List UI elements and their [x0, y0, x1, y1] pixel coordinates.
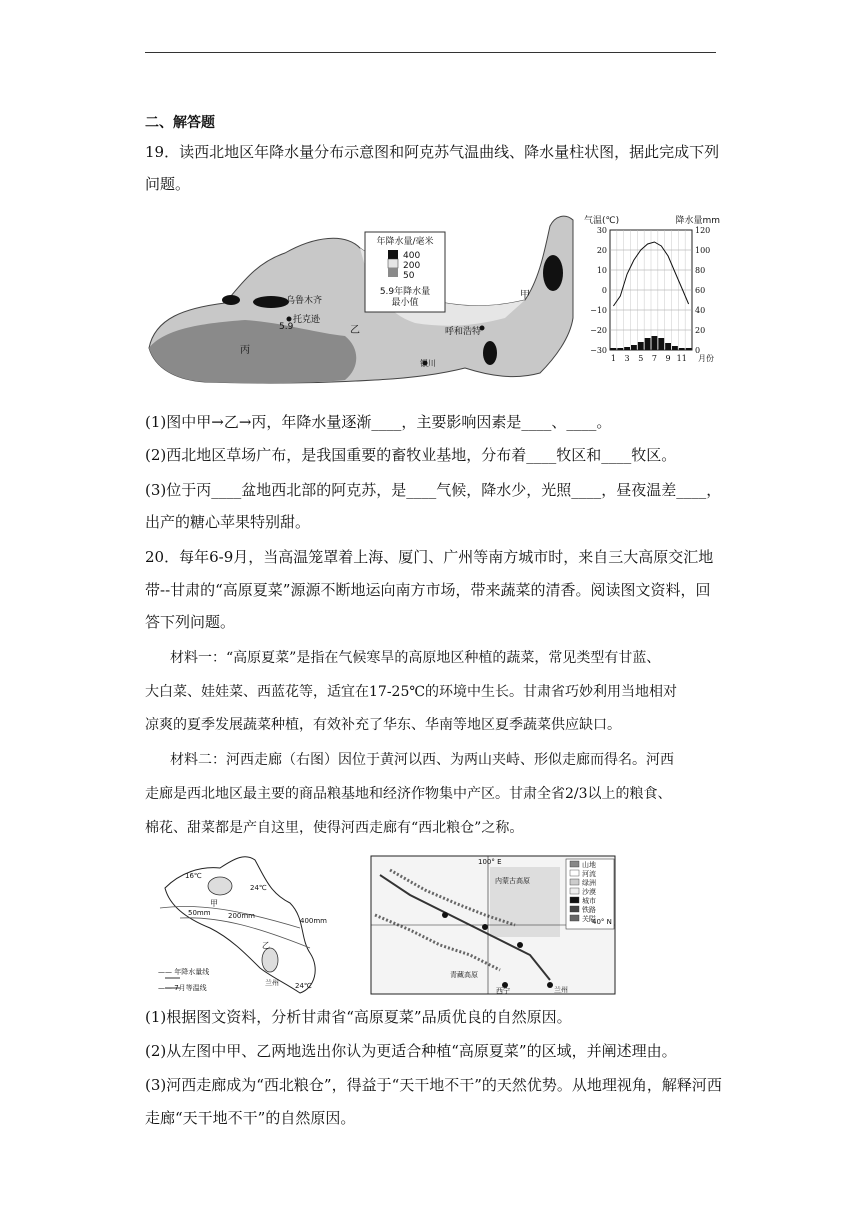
month-tick: 1: [610, 354, 616, 363]
label-bing: 丙: [240, 345, 250, 356]
month-tick: 7: [651, 354, 657, 363]
precip-tick: 120: [695, 226, 711, 235]
q20-sub2: (2)从左图中甲、乙两地选出你认为更适合种植“高原夏菜”的区域，并阐述理由。: [145, 1042, 677, 1060]
city-lanzhou: 兰州: [554, 986, 568, 994]
q20-sub3-line2: 走廊“天干地不干”的自然原因。: [145, 1109, 356, 1127]
month-tick: 9: [665, 354, 671, 363]
label-24c-b: 24℃: [295, 982, 312, 990]
precip-bar: [638, 342, 644, 350]
material2-line2: 走廊是西北地区最主要的商品粮基地和经济作物集中产区。甘肃全省2/3以上的粮食、: [145, 786, 672, 802]
plateau-neimenggu: 内蒙古高原: [495, 877, 530, 885]
label-400mm: 400mm: [300, 917, 327, 925]
precip-tick: 100: [695, 246, 711, 255]
latitude-label: 40° N: [592, 918, 612, 926]
temp-tick: 30: [596, 226, 607, 235]
legend-item: 河流: [582, 870, 596, 878]
label-200mm: 200mm: [228, 912, 255, 920]
legend-swatch: [570, 870, 579, 876]
q19-sub1: (1)图中甲→乙→丙，年降水量逐渐____，主要影响因素是____、____。: [145, 413, 612, 431]
month-tick: 11: [676, 354, 687, 363]
material2-line1: 材料二：河西走廊（右图）因位于黄河以西、为两山夹峙、形似走廊而得名。河西: [170, 752, 674, 768]
city-hohhot: 呼和浩特: [445, 327, 482, 337]
material1-line2: 大白菜、娃娃菜、西蓝花等，适宜在17-25℃的环境中生长。甘肃省巧妙利用当地相对: [145, 684, 678, 700]
temp-tick: 10: [596, 266, 607, 275]
q20-stem-line3: 答下列问题。: [145, 613, 236, 631]
legend-item: 山地: [582, 861, 596, 869]
precip-bar: [652, 336, 658, 350]
precip-bar: [645, 338, 651, 350]
precip-tick: 20: [695, 326, 706, 335]
q20-sub3-line1: (3)河西走廊成为“西北粮仓”，得益于“天干地不干”的天然优势。从地理视角，解释河西: [145, 1076, 722, 1094]
q19-stem-line1: 19．读西北地区年降水量分布示意图和阿克苏气温曲线、降水量柱状图，据此完成下列: [145, 143, 720, 161]
label-50mm: 50mm: [188, 909, 211, 917]
material2-line3: 棉花、甜菜都是产自这里，使得河西走廊有“西北粮仓”之称。: [145, 820, 524, 836]
legend-item: 绿洲: [582, 879, 596, 887]
aksu-climate-chart: [580, 212, 720, 372]
header-rule: [145, 52, 716, 53]
legend-50: 50: [403, 271, 415, 281]
precip-bar: [631, 345, 637, 350]
label-jia: 甲: [520, 290, 530, 301]
precip-bar: [672, 346, 678, 350]
precip-bar: [617, 348, 623, 350]
gansu-isoline-map: [150, 848, 330, 998]
temp-tick: −30: [590, 346, 607, 355]
label-lanzhou: 兰州: [265, 979, 279, 987]
legend-min2: 最小值: [391, 298, 419, 308]
precip-tick: 0: [695, 346, 701, 355]
precip-bar: [611, 348, 617, 350]
q20-stem-line1: 20．每年6-9月，当高温笼罩着上海、厦门、广州等南方城市时，来自三大高原交汇地: [145, 548, 714, 566]
city-tuokexun: 托克逊: [293, 315, 321, 325]
legend-swatch: [570, 897, 579, 903]
label-yi: 乙: [350, 325, 360, 336]
q20-sub1: (1)根据图文资料，分析甘肃省“高原夏菜”品质优良的自然原因。: [145, 1008, 572, 1026]
legend-item: 沙漠: [582, 888, 596, 896]
hexi-corridor-map: [370, 855, 616, 995]
label-16c: 16℃: [185, 872, 202, 880]
precip-axis-label: 降水量mm: [675, 216, 720, 226]
q20-stem-line2: 带--甘肃的“高原夏菜”源源不断地运向南方市场，带来蔬菜的清香。阅读图文资料，回: [145, 581, 711, 599]
precip-tick: 60: [695, 286, 706, 295]
material1-line1: 材料一：“高原夏菜”是指在气候寒旱的高原地区种植的蔬菜，常见类型有甘蓝、: [170, 650, 661, 666]
legend-swatch: [570, 861, 579, 867]
legend-july-isotherm: —— 7月等温线: [158, 984, 207, 992]
city-xining: 西宁: [496, 987, 510, 995]
section-heading: 二、解答题: [145, 115, 215, 131]
legend-400: 400: [403, 251, 421, 261]
temp-tick: 20: [596, 246, 607, 255]
material1-line3: 凉爽的夏季发展蔬菜种植，有效补充了华东、华南等地区夏季蔬菜供应缺口。: [145, 717, 621, 733]
precip-tick: 80: [695, 266, 706, 275]
month-tick: 3: [624, 354, 630, 363]
month-tick: 月份: [698, 354, 714, 363]
min-value: 5.9: [279, 322, 294, 332]
legend-item: 铁路: [582, 906, 596, 914]
q19-stem-line2: 问题。: [145, 175, 191, 193]
city-yinchuan: 银川: [420, 359, 436, 368]
precip-bar: [658, 338, 664, 350]
precip-bar: [665, 343, 671, 350]
precip-tick: 40: [695, 306, 706, 315]
label-yi: 乙: [262, 941, 270, 950]
temp-tick: −20: [590, 326, 607, 335]
q19-sub3-line1: (3)位于丙____盆地西北部的阿克苏，是____气候，降水少，光照____，昼夜温差____，: [145, 481, 722, 499]
temp-tick: −10: [590, 306, 607, 315]
precip-bar: [686, 348, 692, 350]
legend-swatch: [570, 906, 579, 912]
legend-precip-line: —— 年降水量线: [158, 968, 210, 976]
legend-item: 城市: [582, 897, 596, 905]
legend-swatch: [570, 888, 579, 894]
northwest-precipitation-map: [145, 208, 575, 388]
legend-swatch: [570, 915, 579, 921]
label-jia: 甲: [210, 899, 218, 908]
longitude-label: 100° E: [478, 858, 502, 866]
plateau-qinghai-tibet: 青藏高原: [450, 971, 478, 979]
temp-axis-label: 气温(℃): [584, 216, 620, 226]
q19-sub3-line2: 出产的糖心苹果特别甜。: [145, 513, 311, 531]
legend-min1: 5.9年降水量: [379, 287, 431, 297]
q19-sub2: (2)西北地区草场广布，是我国重要的畜牧业基地，分布着____牧区和____牧区。: [145, 446, 677, 464]
city-urumqi: 乌鲁木齐: [286, 296, 323, 306]
precip-bar: [624, 347, 630, 350]
legend-200: 200: [403, 261, 421, 271]
label-24c-a: 24℃: [250, 884, 267, 892]
month-tick: 5: [638, 354, 644, 363]
legend-item: 关隘: [582, 915, 596, 923]
precip-bar: [679, 348, 685, 350]
temp-tick: 0: [601, 286, 607, 295]
legend-swatch: [570, 879, 579, 885]
legend-title: 年降水量/毫米: [376, 237, 434, 247]
